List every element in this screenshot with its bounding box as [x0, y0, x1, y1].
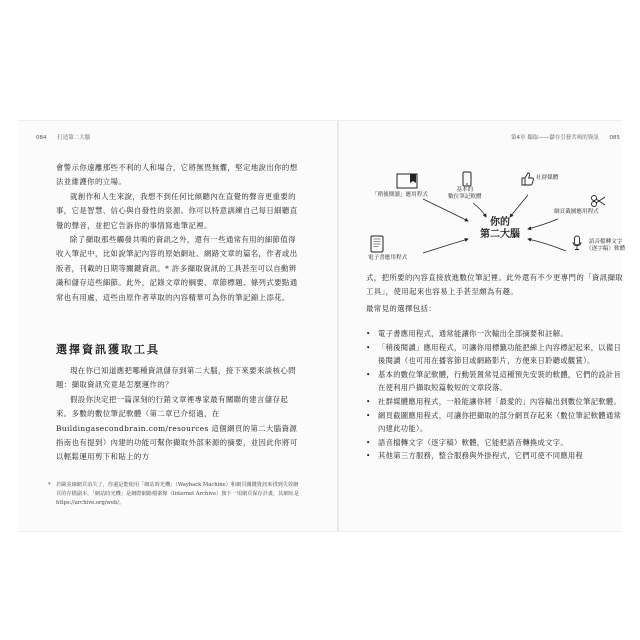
tablet-icon	[370, 235, 384, 257]
arrow-from-basic-notes	[473, 203, 486, 217]
left-body-text	[56, 161, 302, 305]
footnote-mark: *	[48, 482, 51, 488]
node-basic-notes: 基本的 數位筆記軟體	[448, 187, 482, 200]
left-page	[18, 121, 318, 531]
arrow-from-read-later	[423, 199, 468, 221]
list-item: • 電子書應用程式，通常能讓你一次輸出全部摘要和註解。	[366, 327, 624, 341]
paragraph: 現在你已知道應把哪種資訊儲存到第二大腦，接下來要來談核心問題：擷取資訊究竟是怎麼運作的？	[56, 366, 296, 390]
right-page-running-title: 第4章 擷取——儲存引發共鳴的資訊	[511, 135, 599, 141]
second-brain-center: 你的 第二大腦	[480, 217, 520, 240]
microphone-icon	[572, 235, 582, 255]
list-item: • 社群媒體應用程式，一般能讓你將「最愛的」內容輸出到數位筆記軟體。	[366, 395, 624, 409]
right-body-text	[366, 271, 624, 300]
list-intro: 最常見的選擇包括：	[366, 304, 437, 313]
thumbs-up-icon	[520, 171, 534, 190]
list-item: • 網頁截圖應用程式，可讓你把擷取的部分網頁存起來（數位筆記軟體通常內建此功能）。	[366, 409, 624, 436]
arrow-from-web-clipper	[528, 219, 558, 229]
arrow-from-speech	[528, 239, 566, 251]
arrow-from-social	[510, 195, 528, 217]
left-page-header	[36, 133, 90, 141]
arrow-from-ebook	[423, 239, 468, 253]
left-page-running-title: 打造第二大腦	[57, 135, 91, 141]
footnote-text: 若歐美線網頁消失了，你還是能使用「網站時光機」（Wayback Machine）和網頁關鍵資訊來找到失效網頁的存檔副本。「網站時光機」是網際網路檔案館（Internet Archive）旗下一項網頁保存計畫，其網址是 https://archive.org/web/。	[56, 482, 300, 506]
paragraph: 除了擷取那些觸發共鳴的資訊之外，還有一些通常有用的細節值得收入筆記中，比如說筆記內容的原始網址、網路文章的篇名，作者或出版者，刊載的日期等關鍵資訊。* 許多擷取資訊的工具甚至可以自動辨識和儲存這些細節。此外，記錄文章的綱要、章節標題、條列式要點通常也有用處，這些由原作者萃取的內容精華可為你的筆記錦上添花。	[56, 235, 298, 302]
right-page	[338, 121, 638, 531]
left-body-text-2	[56, 364, 302, 465]
node-social: 社群媒體	[536, 175, 559, 181]
list-item: • 基本的數位筆記軟體，行動裝置常見這種預先安裝的軟體，它們的設計旨在使利用戶擷取短篇較短的文章段落。	[366, 368, 624, 395]
book-spread	[18, 120, 626, 532]
node-speech-to-text: 語音檔轉文字 （逐字稿）軟體	[586, 239, 626, 252]
right-page-header	[511, 133, 620, 141]
section-heading: 選擇資訊獲取工具	[56, 343, 160, 356]
capture-tools-list	[366, 327, 624, 463]
right-page-number: 085	[609, 135, 620, 141]
bookmark-icon	[396, 173, 418, 193]
node-read-later: 「稍後閱讀」應用程式	[372, 192, 428, 198]
paragraph: 式，把所要的內容直接放進數位筆記裡。此外還有不少更專門的「資訊擷取工具」，使用起來也容易上手甚至頗為有趣。	[366, 273, 624, 297]
footnote	[48, 481, 300, 508]
paragraph: 就創作和人生來說，我想不到任何比傾聽內在直覺的聲音更重要的事，它是智慧、信心與自發性的泉源。你可以特意訓練自己每日細聽直覺的聲音，並把它告訴你的事情寫進筆記裡。	[56, 191, 298, 230]
list-item: • 語音檔轉文字（逐字稿）軟體，它能把語音轉換成文字。	[366, 436, 624, 450]
paragraph: 會警示你遠離那些不利的人和場合，它將無畏無懼，堅定地說出你的想法並維護你的立場。	[56, 163, 298, 187]
paragraph: 假設你決定把一篇深刻的行銷文章裡專家最有關聯的建言儲存起來。多數的數位筆記軟體（第二章已介紹過，在 Buildingasecondbrain.com/resources 這個網頁的第二大腦資源指南也有提到）內建的功能可幫你擷取外部來源的摘要，並因此你將可以輕鬆運用剪下和貼上的方	[56, 394, 298, 462]
node-ebook: 電子書應用程式	[368, 255, 408, 261]
left-page-number: 084	[36, 135, 47, 141]
list-item: • 其他第三方服務，整合服務與外掛程式，它們可使不同應用程	[366, 449, 624, 463]
capture-tools-diagram	[368, 171, 626, 271]
node-web-clipper: 網頁截圖應用程式	[554, 209, 599, 215]
list-item: • 「稍後閱讀」應用程式，可讓你用標籤功能把線上內容標記起來，以備日後閱讀（也可用在播客節目或網路影片，方便來日聆聽或觀賞）。	[366, 341, 624, 368]
